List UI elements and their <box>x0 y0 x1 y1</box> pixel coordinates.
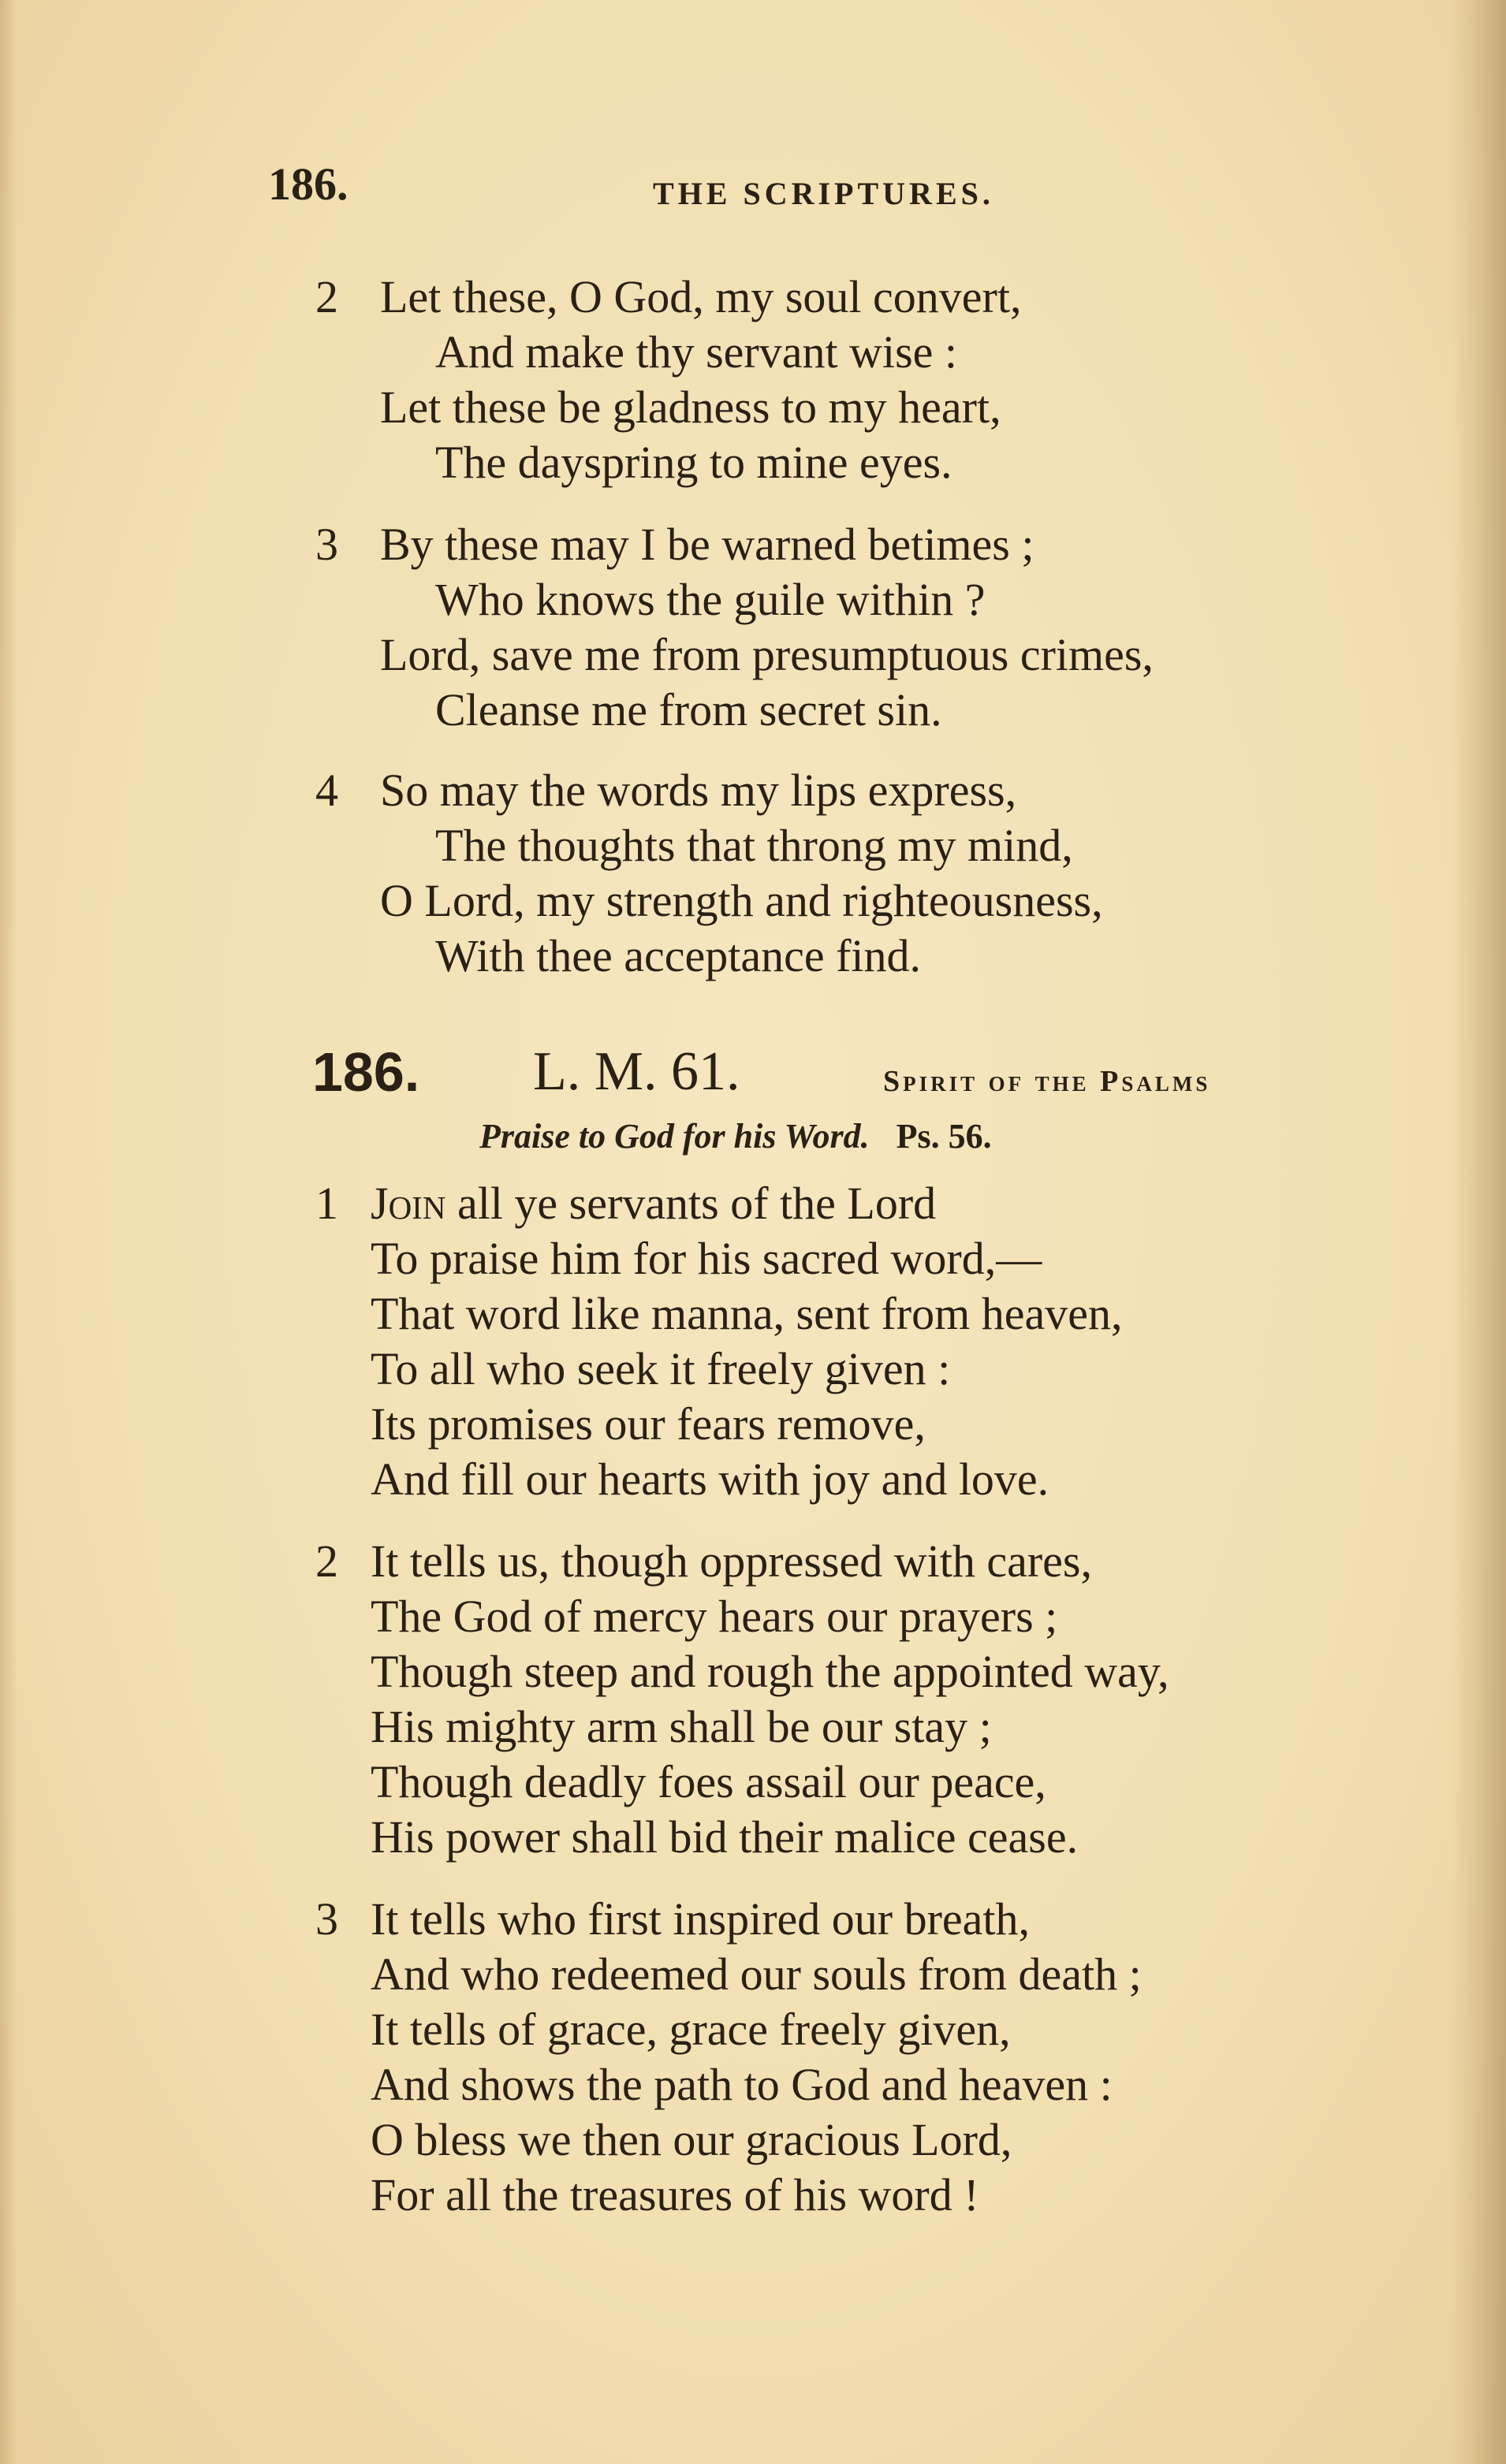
verse-line <box>315 1452 1419 1507</box>
verse-text: The thoughts that throng my mind, <box>435 820 1073 871</box>
verse-line <box>315 572 1419 627</box>
verse-text: It tells who first inspired our breath, <box>371 1893 1030 1945</box>
verse-line <box>315 1397 1419 1452</box>
verse-text: His power shall bid their malice cease. <box>371 1811 1079 1863</box>
hymn-heading <box>312 1040 1432 1111</box>
verse-text: Its promises our fears remove, <box>371 1398 926 1450</box>
stanza-number: 2 <box>315 271 338 322</box>
verse-line <box>315 683 1419 738</box>
verse-text: Cleanse me from secret sin. <box>435 684 942 735</box>
verse-text: Let these be gladness to my heart, <box>380 382 1001 433</box>
verse-line <box>315 270 1419 325</box>
verse-line <box>315 517 1419 572</box>
prev-stanza-2 <box>315 270 1419 490</box>
verse-line <box>315 1892 1419 1947</box>
verse-line <box>315 1699 1419 1755</box>
verse-text: Let these, O God, my soul convert, <box>380 271 1022 322</box>
verse-text: To praise him for his sacred word,— <box>371 1233 1042 1284</box>
verse-text: Lord, save me from presumptuous crimes, <box>380 629 1154 680</box>
verse-line <box>315 1534 1419 1589</box>
verse-line <box>315 2168 1419 2223</box>
hymn-stanza-3 <box>315 1892 1419 2223</box>
verse-line <box>315 1755 1419 1810</box>
verse-first-rest: all ye servants of the Lord <box>445 1178 937 1229</box>
hymn-source: Spirit of the Psalms <box>883 1065 1211 1098</box>
verse-line <box>315 1644 1419 1699</box>
verse-text: It tells us, though oppressed with cares, <box>371 1535 1092 1587</box>
verse-line <box>315 2112 1419 2168</box>
verse-text: O Lord, my strength and righteousness, <box>380 875 1103 926</box>
verse-line <box>315 1810 1419 1865</box>
verse-text: His mighty arm shall be our stay ; <box>371 1701 992 1752</box>
prev-stanza-4 <box>315 763 1419 984</box>
verse-text: And who redeemed our souls from death ; <box>371 1948 1142 2000</box>
verse-line <box>315 929 1419 984</box>
hymn-stanza-1 <box>315 1176 1419 1507</box>
verse-text: It tells of grace, grace freely given, <box>371 2004 1011 2055</box>
running-title: THE SCRIPTURES. <box>653 176 994 211</box>
hymn-stanza-2 <box>315 1534 1419 1865</box>
verse-text: So may the words my lips express, <box>380 765 1017 816</box>
stanza-number: 1 <box>315 1178 338 1229</box>
hymn-subtitle-text: Praise to God for his Word. <box>479 1117 870 1156</box>
scripture-reference: Ps. 56. <box>896 1117 992 1156</box>
verse-line <box>315 1286 1419 1342</box>
verse-line <box>315 1176 1419 1231</box>
verse-line <box>315 2002 1419 2057</box>
stanza-number: 4 <box>315 765 338 816</box>
hymn-meter: L. M. 61. <box>533 1041 740 1102</box>
verse-text: Though deadly foes assail our peace, <box>371 1756 1046 1807</box>
verse-text: For all the treasures of his word ! <box>371 2169 979 2220</box>
verse-text: That word like manna, sent from heaven, <box>371 1288 1123 1339</box>
verse-text: Who knows the guile within ? <box>435 574 986 625</box>
verse-text: And shows the path to God and heaven : <box>371 2059 1113 2110</box>
verse-line <box>315 2057 1419 2112</box>
verse-line <box>315 1947 1419 2002</box>
verse-text: The God of mercy hears our prayers ; <box>371 1591 1058 1642</box>
stanza-number: 3 <box>315 519 338 570</box>
prev-stanza-3 <box>315 517 1419 738</box>
page-gutter-shadow <box>0 0 17 2464</box>
verse-line <box>315 627 1419 683</box>
verse-line <box>315 818 1419 873</box>
verse-text: To all who seek it freely given : <box>371 1343 951 1394</box>
verse-line <box>315 763 1419 818</box>
verse-text: O bless we then our gracious Lord, <box>371 2114 1012 2165</box>
verse-line <box>315 1589 1419 1644</box>
hymn-subtitle <box>479 1116 1268 1156</box>
verse-text: With thee acceptance find. <box>435 930 921 981</box>
page-edge-shadow <box>1451 0 1506 2464</box>
verse-first-word: Join <box>371 1178 446 1229</box>
verse-line <box>315 1231 1419 1286</box>
running-head <box>268 158 1372 221</box>
verse-line <box>315 380 1419 435</box>
stanza-number: 2 <box>315 1535 338 1587</box>
verse-text: And make thy servant wise : <box>435 326 958 378</box>
verse-text: Though steep and rough the appointed way, <box>371 1646 1169 1697</box>
verse-text: And fill our hearts with joy and love. <box>371 1453 1049 1505</box>
verse-line <box>315 325 1419 380</box>
page-number: 186. <box>268 158 349 210</box>
verse-text: By these may I be warned betimes ; <box>380 519 1034 570</box>
verse-text <box>371 1176 936 1231</box>
verse-line <box>315 873 1419 929</box>
verse-line <box>315 435 1419 490</box>
verse-text: The dayspring to mine eyes. <box>435 437 952 488</box>
hymn-number: 186. <box>312 1041 420 1103</box>
stanza-number: 3 <box>315 1893 338 1945</box>
verse-line <box>315 1342 1419 1397</box>
